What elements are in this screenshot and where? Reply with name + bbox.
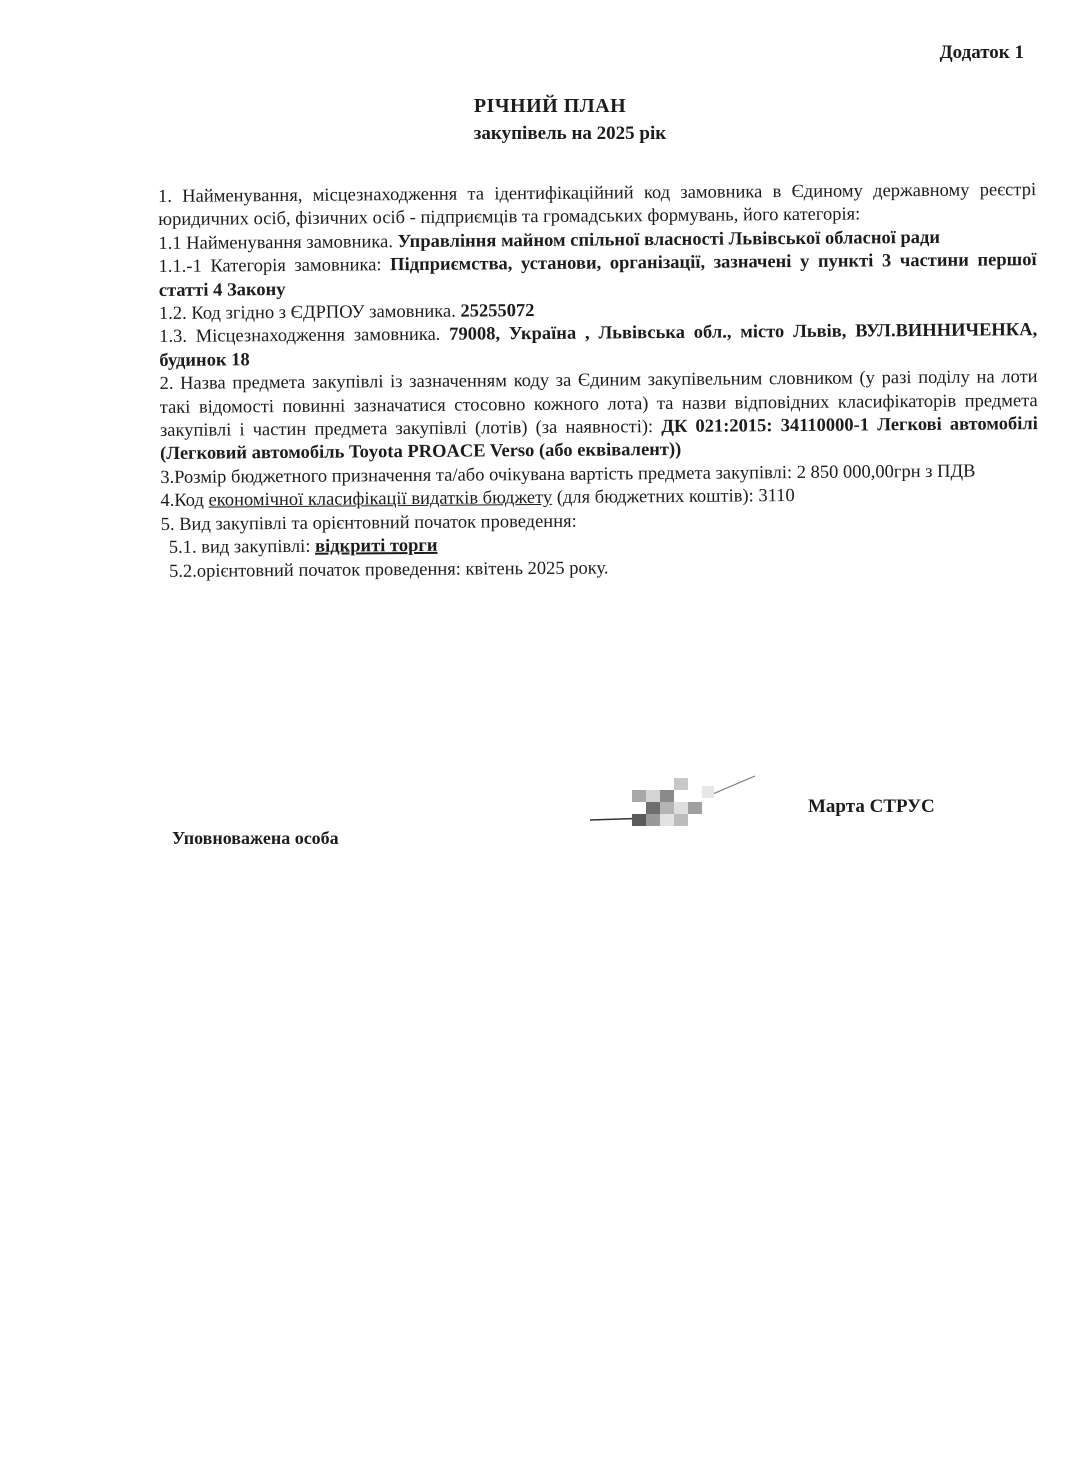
appendix-label: Додаток 1: [939, 42, 1024, 63]
section-2: [159, 366, 1038, 467]
section-2-label: 2. Назва предмета закупівлі із зазначенням коду за Єдиним закупівельним словником (у разі поділу на лоти такі відомості повинні зазначатися стосовно кожного лота) та назви відповідних класифікаторів предмета закупівлі і частин предмета закупівлі (лотів) (за наявності):: [159, 367, 1038, 442]
customer-name: Управління майном спільної власності Львівської обласної ради: [397, 227, 941, 252]
section-1-1-1-label: 1.1.-1 Категорія замовника:: [158, 255, 391, 278]
signature-image: [590, 768, 760, 840]
signer-name: Марта СТРУС: [808, 796, 935, 817]
section-1-3-label: 1.3. Місцезнаходження замовника.: [159, 325, 450, 348]
customer-category: Підприємства, установи, організації, зазначені у пункті 3 частини першої статті 4 Закону: [158, 250, 1037, 301]
section-4-suffix: (для бюджетних коштів): 3110: [552, 486, 795, 509]
edrpou-code: 25255072: [460, 301, 535, 322]
document-subtitle: закупівель на 2025 рік: [473, 123, 667, 144]
customer-address: 79008, Україна , Львівська обл., місто Львів, ВУЛ.ВИННИЧЕНКА, будинок 18: [159, 320, 1038, 371]
authorized-person-label: Уповноважена особа: [172, 828, 339, 848]
section-1-2-label: 1.2. Код згідно з ЄДРПОУ замовника.: [158, 301, 461, 325]
section-1: 1. Найменування, місцезнаходження та ідентифікаційний код замовника в Єдиному державному реєстрі юридичних осіб, фізичних осіб - підприємців та громадських формувань, його категорія:: [158, 180, 1037, 231]
document-title: РІЧНИЙ ПЛАН: [473, 95, 627, 117]
section-5: 5. Вид закупівлі та орієнтовний початок проведення:: [160, 511, 577, 535]
section-1-1-label: 1.1 Найменування замовника.: [158, 231, 398, 254]
section-1-1-1: [159, 249, 1037, 303]
procurement-type: відкриті торги: [314, 535, 438, 557]
section-3: 3.Розмір бюджетного призначення та/або очікувана вартість предмета закупівлі: 2 850 000,00грн з ПДВ: [160, 461, 976, 488]
economic-classification: економічної класифікації видатків бюджету: [208, 488, 553, 511]
section-4-prefix: 4.Код: [160, 490, 209, 512]
procurement-subject: ДК 021:2015: 34110000-1 Легкові автомобілі (Легковий автомобіль Toyota PROACE Verso (або еквівалент)): [160, 414, 1038, 465]
document-body: [158, 179, 1039, 584]
section-5-1-label: 5.1. вид закупівлі:: [168, 536, 316, 559]
section-1-3: [159, 320, 1037, 374]
section-5-2: 5.2.орієнтовний початок проведення: квітень 2025 року.: [168, 557, 609, 582]
